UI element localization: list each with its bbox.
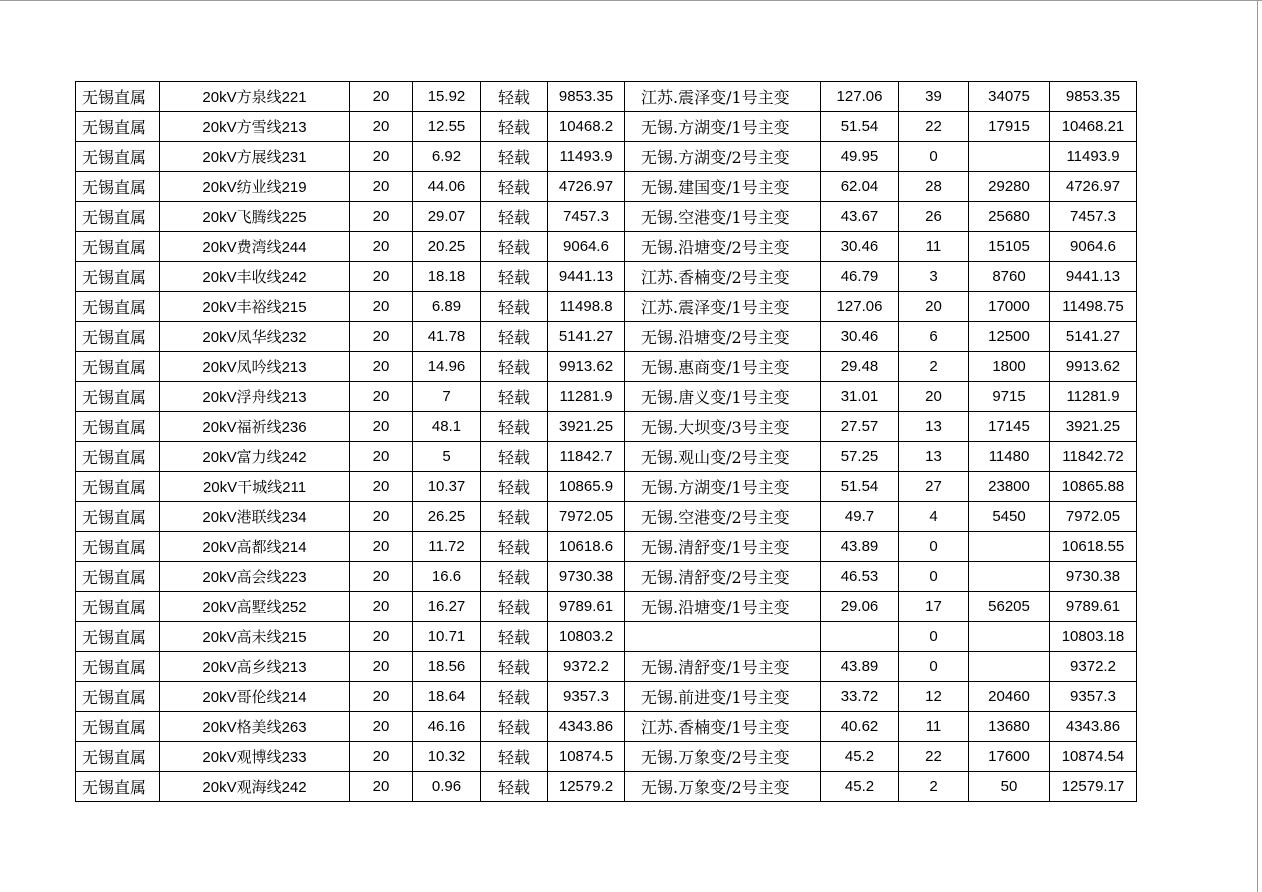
cell-load-status: 轻载 [481,622,548,652]
cell-transformer-load: 57.25 [821,442,899,472]
cell-load-status: 轻载 [481,352,548,382]
cell-capacity: 10468.2 [548,112,625,142]
cell-load-rate: 6.92 [413,142,481,172]
cell-voltage: 20 [350,202,413,232]
cell-transformer-load: 45.2 [821,742,899,772]
cell-value: 17145 [969,412,1050,442]
cell-value: 9715 [969,382,1050,412]
cell-load-rate: 41.78 [413,322,481,352]
cell-load-rate: 10.37 [413,472,481,502]
cell-transformer: 江苏.震泽变/1号主变 [625,292,821,322]
cell-line-name: 20kV高未线215 [160,622,350,652]
cell-transformer-load: 127.06 [821,82,899,112]
cell-region: 无锡直属 [76,262,160,292]
cell-load-status: 轻载 [481,592,548,622]
cell-line-name: 20kV高墅线252 [160,592,350,622]
cell-region: 无锡直属 [76,592,160,622]
cell-region: 无锡直属 [76,472,160,502]
cell-region: 无锡直属 [76,532,160,562]
cell-line-name: 20kV港联线234 [160,502,350,532]
cell-voltage: 20 [350,562,413,592]
cell-remaining: 9789.61 [1050,592,1137,622]
cell-load-rate: 15.92 [413,82,481,112]
cell-transformer: 无锡.建国变/1号主变 [625,172,821,202]
cell-count: 11 [899,712,969,742]
table-row [76,292,1137,322]
cell-remaining: 10803.18 [1050,622,1137,652]
table-row [76,232,1137,262]
cell-line-name: 20kV福祈线236 [160,412,350,442]
cell-region: 无锡直属 [76,502,160,532]
cell-transformer: 无锡.方湖变/1号主变 [625,472,821,502]
cell-value: 34075 [969,82,1050,112]
cell-capacity: 4343.86 [548,712,625,742]
cell-region: 无锡直属 [76,742,160,772]
cell-value: 17000 [969,292,1050,322]
cell-transformer-load: 49.95 [821,142,899,172]
cell-line-name: 20kV高乡线213 [160,652,350,682]
cell-value: 29280 [969,172,1050,202]
table-row [76,562,1137,592]
cell-count: 28 [899,172,969,202]
cell-capacity: 7457.3 [548,202,625,232]
cell-count: 0 [899,142,969,172]
cell-value [969,652,1050,682]
cell-capacity: 9730.38 [548,562,625,592]
cell-transformer: 无锡.空港变/1号主变 [625,202,821,232]
cell-line-name: 20kV方展线231 [160,142,350,172]
cell-transformer-load: 29.06 [821,592,899,622]
cell-transformer-load: 62.04 [821,172,899,202]
table-body [76,82,1137,802]
cell-load-status: 轻载 [481,532,548,562]
cell-load-rate: 12.55 [413,112,481,142]
cell-line-name: 20kV富力线242 [160,442,350,472]
cell-transformer: 无锡.惠商变/1号主变 [625,352,821,382]
cell-remaining: 9913.62 [1050,352,1137,382]
cell-load-status: 轻载 [481,202,548,232]
cell-transformer-load: 27.57 [821,412,899,442]
cell-transformer: 无锡.方湖变/2号主变 [625,142,821,172]
page-top-edge [0,0,1262,1]
cell-remaining: 7972.05 [1050,502,1137,532]
cell-load-status: 轻载 [481,232,548,262]
cell-capacity: 4726.97 [548,172,625,202]
cell-value: 20460 [969,682,1050,712]
cell-remaining: 9372.2 [1050,652,1137,682]
cell-value [969,532,1050,562]
cell-load-rate: 14.96 [413,352,481,382]
cell-load-status: 轻载 [481,712,548,742]
cell-value: 56205 [969,592,1050,622]
cell-remaining: 11493.9 [1050,142,1137,172]
cell-voltage: 20 [350,622,413,652]
cell-count: 6 [899,322,969,352]
cell-capacity: 5141.27 [548,322,625,352]
cell-line-name: 20kV浮舟线213 [160,382,350,412]
cell-count: 22 [899,112,969,142]
cell-voltage: 20 [350,652,413,682]
cell-transformer: 无锡.沿塘变/1号主变 [625,592,821,622]
cell-voltage: 20 [350,292,413,322]
cell-transformer-load: 43.89 [821,652,899,682]
cell-line-name: 20kV哥伦线214 [160,682,350,712]
cell-line-name: 20kV飞腾线225 [160,202,350,232]
table-row [76,262,1137,292]
cell-load-status: 轻载 [481,472,548,502]
cell-value [969,142,1050,172]
cell-remaining: 9064.6 [1050,232,1137,262]
table-row [76,652,1137,682]
cell-remaining: 12579.17 [1050,772,1137,802]
cell-count: 20 [899,382,969,412]
cell-count: 3 [899,262,969,292]
cell-line-name: 20kV费湾线244 [160,232,350,262]
cell-voltage: 20 [350,382,413,412]
cell-transformer-load: 51.54 [821,472,899,502]
cell-transformer-load: 46.79 [821,262,899,292]
cell-load-rate: 46.16 [413,712,481,742]
cell-load-status: 轻载 [481,412,548,442]
cell-region: 无锡直属 [76,652,160,682]
table-row [76,322,1137,352]
cell-region: 无锡直属 [76,112,160,142]
cell-count: 0 [899,652,969,682]
cell-value: 12500 [969,322,1050,352]
cell-count: 39 [899,82,969,112]
cell-remaining: 4343.86 [1050,712,1137,742]
cell-capacity: 11281.9 [548,382,625,412]
cell-remaining: 3921.25 [1050,412,1137,442]
table-row [76,412,1137,442]
cell-value: 13680 [969,712,1050,742]
cell-region: 无锡直属 [76,562,160,592]
table-row [76,442,1137,472]
cell-capacity: 10803.2 [548,622,625,652]
cell-transformer: 无锡.唐义变/1号主变 [625,382,821,412]
cell-voltage: 20 [350,412,413,442]
cell-line-name: 20kV凤华线232 [160,322,350,352]
cell-load-rate: 10.71 [413,622,481,652]
cell-load-status: 轻载 [481,172,548,202]
cell-capacity: 10865.9 [548,472,625,502]
cell-remaining: 7457.3 [1050,202,1137,232]
cell-load-status: 轻载 [481,142,548,172]
cell-remaining: 10468.21 [1050,112,1137,142]
table-row [76,112,1137,142]
cell-count: 11 [899,232,969,262]
cell-transformer: 无锡.方湖变/1号主变 [625,112,821,142]
cell-line-name: 20kV方泉线221 [160,82,350,112]
cell-voltage: 20 [350,442,413,472]
cell-voltage: 20 [350,712,413,742]
cell-count: 13 [899,442,969,472]
cell-transformer-load: 127.06 [821,292,899,322]
cell-capacity: 9853.35 [548,82,625,112]
cell-region: 无锡直属 [76,442,160,472]
cell-transformer: 无锡.清舒变/2号主变 [625,562,821,592]
cell-load-status: 轻载 [481,82,548,112]
table-row [76,382,1137,412]
cell-capacity: 11842.7 [548,442,625,472]
cell-count: 27 [899,472,969,502]
table-row [76,742,1137,772]
cell-capacity: 3921.25 [548,412,625,442]
cell-voltage: 20 [350,322,413,352]
cell-capacity: 12579.2 [548,772,625,802]
cell-load-status: 轻载 [481,322,548,352]
cell-load-rate: 16.6 [413,562,481,592]
cell-load-rate: 10.32 [413,742,481,772]
cell-value: 17600 [969,742,1050,772]
cell-capacity: 7972.05 [548,502,625,532]
cell-value [969,622,1050,652]
cell-line-name: 20kV观博线233 [160,742,350,772]
cell-count: 13 [899,412,969,442]
cell-remaining: 10874.54 [1050,742,1137,772]
cell-region: 无锡直属 [76,322,160,352]
cell-load-rate: 11.72 [413,532,481,562]
cell-load-status: 轻载 [481,772,548,802]
cell-line-name: 20kV干城线211 [160,472,350,502]
cell-value: 17915 [969,112,1050,142]
cell-value: 23800 [969,472,1050,502]
cell-region: 无锡直属 [76,82,160,112]
cell-capacity: 9357.3 [548,682,625,712]
cell-transformer-load: 33.72 [821,682,899,712]
cell-voltage: 20 [350,592,413,622]
cell-value: 1800 [969,352,1050,382]
page-right-edge [1257,0,1258,892]
cell-transformer-load: 51.54 [821,112,899,142]
cell-remaining: 5141.27 [1050,322,1137,352]
cell-transformer-load: 43.89 [821,532,899,562]
cell-transformer-load: 29.48 [821,352,899,382]
cell-count: 22 [899,742,969,772]
cell-line-name: 20kV纺业线219 [160,172,350,202]
cell-load-rate: 16.27 [413,592,481,622]
cell-load-rate: 18.56 [413,652,481,682]
cell-capacity: 9064.6 [548,232,625,262]
cell-count: 0 [899,532,969,562]
cell-voltage: 20 [350,682,413,712]
table-row [76,682,1137,712]
cell-value: 15105 [969,232,1050,262]
cell-load-rate: 26.25 [413,502,481,532]
table-row [76,472,1137,502]
cell-transformer: 无锡.空港变/2号主变 [625,502,821,532]
cell-region: 无锡直属 [76,772,160,802]
cell-line-name: 20kV格美线263 [160,712,350,742]
cell-line-name: 20kV丰收线242 [160,262,350,292]
cell-voltage: 20 [350,502,413,532]
cell-transformer-load: 40.62 [821,712,899,742]
cell-voltage: 20 [350,742,413,772]
cell-value: 8760 [969,262,1050,292]
cell-region: 无锡直属 [76,292,160,322]
cell-remaining: 9441.13 [1050,262,1137,292]
cell-transformer: 无锡.万象变/2号主变 [625,772,821,802]
cell-capacity: 9913.62 [548,352,625,382]
cell-region: 无锡直属 [76,682,160,712]
cell-load-rate: 6.89 [413,292,481,322]
cell-transformer: 无锡.沿塘变/2号主变 [625,322,821,352]
cell-remaining: 9357.3 [1050,682,1137,712]
cell-transformer: 无锡.前进变/1号主变 [625,682,821,712]
cell-remaining: 10618.55 [1050,532,1137,562]
cell-transformer: 无锡.沿塘变/2号主变 [625,232,821,262]
cell-load-rate: 18.18 [413,262,481,292]
cell-transformer-load: 31.01 [821,382,899,412]
cell-count: 12 [899,682,969,712]
cell-load-status: 轻载 [481,562,548,592]
cell-load-rate: 5 [413,442,481,472]
cell-line-name: 20kV高都线214 [160,532,350,562]
cell-transformer: 无锡.清舒变/1号主变 [625,532,821,562]
cell-load-rate: 29.07 [413,202,481,232]
cell-count: 0 [899,562,969,592]
cell-transformer: 江苏.震泽变/1号主变 [625,82,821,112]
cell-transformer: 无锡.观山变/2号主变 [625,442,821,472]
cell-line-name: 20kV方雪线213 [160,112,350,142]
cell-remaining: 4726.97 [1050,172,1137,202]
cell-transformer: 无锡.万象变/2号主变 [625,742,821,772]
cell-count: 17 [899,592,969,622]
cell-load-rate: 0.96 [413,772,481,802]
cell-load-status: 轻载 [481,742,548,772]
cell-transformer-load: 30.46 [821,232,899,262]
cell-voltage: 20 [350,772,413,802]
table-row [76,142,1137,172]
cell-load-status: 轻载 [481,502,548,532]
cell-voltage: 20 [350,172,413,202]
cell-remaining: 11842.72 [1050,442,1137,472]
cell-load-rate: 44.06 [413,172,481,202]
cell-count: 26 [899,202,969,232]
cell-count: 2 [899,772,969,802]
cell-capacity: 9789.61 [548,592,625,622]
table-row [76,352,1137,382]
cell-remaining: 9853.35 [1050,82,1137,112]
table-row [76,772,1137,802]
cell-remaining: 9730.38 [1050,562,1137,592]
cell-voltage: 20 [350,532,413,562]
cell-load-status: 轻载 [481,262,548,292]
data-table [75,81,1137,802]
table-row [76,622,1137,652]
cell-load-status: 轻载 [481,112,548,142]
cell-region: 无锡直属 [76,712,160,742]
cell-region: 无锡直属 [76,382,160,412]
cell-capacity: 10618.6 [548,532,625,562]
table-row [76,592,1137,622]
table-row [76,172,1137,202]
table-row [76,502,1137,532]
cell-region: 无锡直属 [76,622,160,652]
cell-value: 25680 [969,202,1050,232]
cell-transformer: 无锡.大坝变/3号主变 [625,412,821,442]
cell-transformer-load: 45.2 [821,772,899,802]
cell-load-rate: 48.1 [413,412,481,442]
cell-transformer-load: 43.67 [821,202,899,232]
cell-voltage: 20 [350,262,413,292]
cell-load-rate: 18.64 [413,682,481,712]
cell-region: 无锡直属 [76,232,160,262]
cell-line-name: 20kV丰裕线215 [160,292,350,322]
cell-voltage: 20 [350,82,413,112]
cell-load-status: 轻载 [481,652,548,682]
cell-line-name: 20kV凤吟线213 [160,352,350,382]
table-row [76,202,1137,232]
cell-value: 50 [969,772,1050,802]
cell-load-rate: 7 [413,382,481,412]
cell-capacity: 10874.5 [548,742,625,772]
cell-line-name: 20kV高会线223 [160,562,350,592]
cell-region: 无锡直属 [76,352,160,382]
table-row [76,532,1137,562]
cell-load-status: 轻载 [481,442,548,472]
cell-transformer: 无锡.清舒变/1号主变 [625,652,821,682]
cell-transformer: 江苏.香楠变/1号主变 [625,712,821,742]
cell-region: 无锡直属 [76,172,160,202]
cell-capacity: 11493.9 [548,142,625,172]
cell-region: 无锡直属 [76,202,160,232]
cell-region: 无锡直属 [76,412,160,442]
cell-load-status: 轻载 [481,682,548,712]
cell-transformer: 江苏.香楠变/2号主变 [625,262,821,292]
cell-transformer-load [821,622,899,652]
cell-remaining: 11281.9 [1050,382,1137,412]
cell-voltage: 20 [350,142,413,172]
cell-voltage: 20 [350,472,413,502]
table-row [76,82,1137,112]
cell-capacity: 9441.13 [548,262,625,292]
cell-region: 无锡直属 [76,142,160,172]
cell-count: 0 [899,622,969,652]
cell-voltage: 20 [350,112,413,142]
cell-value: 11480 [969,442,1050,472]
cell-load-status: 轻载 [481,292,548,322]
cell-line-name: 20kV观海线242 [160,772,350,802]
cell-count: 2 [899,352,969,382]
cell-count: 4 [899,502,969,532]
cell-transformer-load: 30.46 [821,322,899,352]
cell-count: 20 [899,292,969,322]
cell-transformer-load: 46.53 [821,562,899,592]
cell-remaining: 11498.75 [1050,292,1137,322]
cell-voltage: 20 [350,352,413,382]
cell-load-status: 轻载 [481,382,548,412]
cell-capacity: 9372.2 [548,652,625,682]
table-row [76,712,1137,742]
cell-load-rate: 20.25 [413,232,481,262]
cell-transformer-load: 49.7 [821,502,899,532]
cell-value: 5450 [969,502,1050,532]
cell-remaining: 10865.88 [1050,472,1137,502]
cell-value [969,562,1050,592]
cell-capacity: 11498.8 [548,292,625,322]
cell-transformer [625,622,821,652]
cell-voltage: 20 [350,232,413,262]
